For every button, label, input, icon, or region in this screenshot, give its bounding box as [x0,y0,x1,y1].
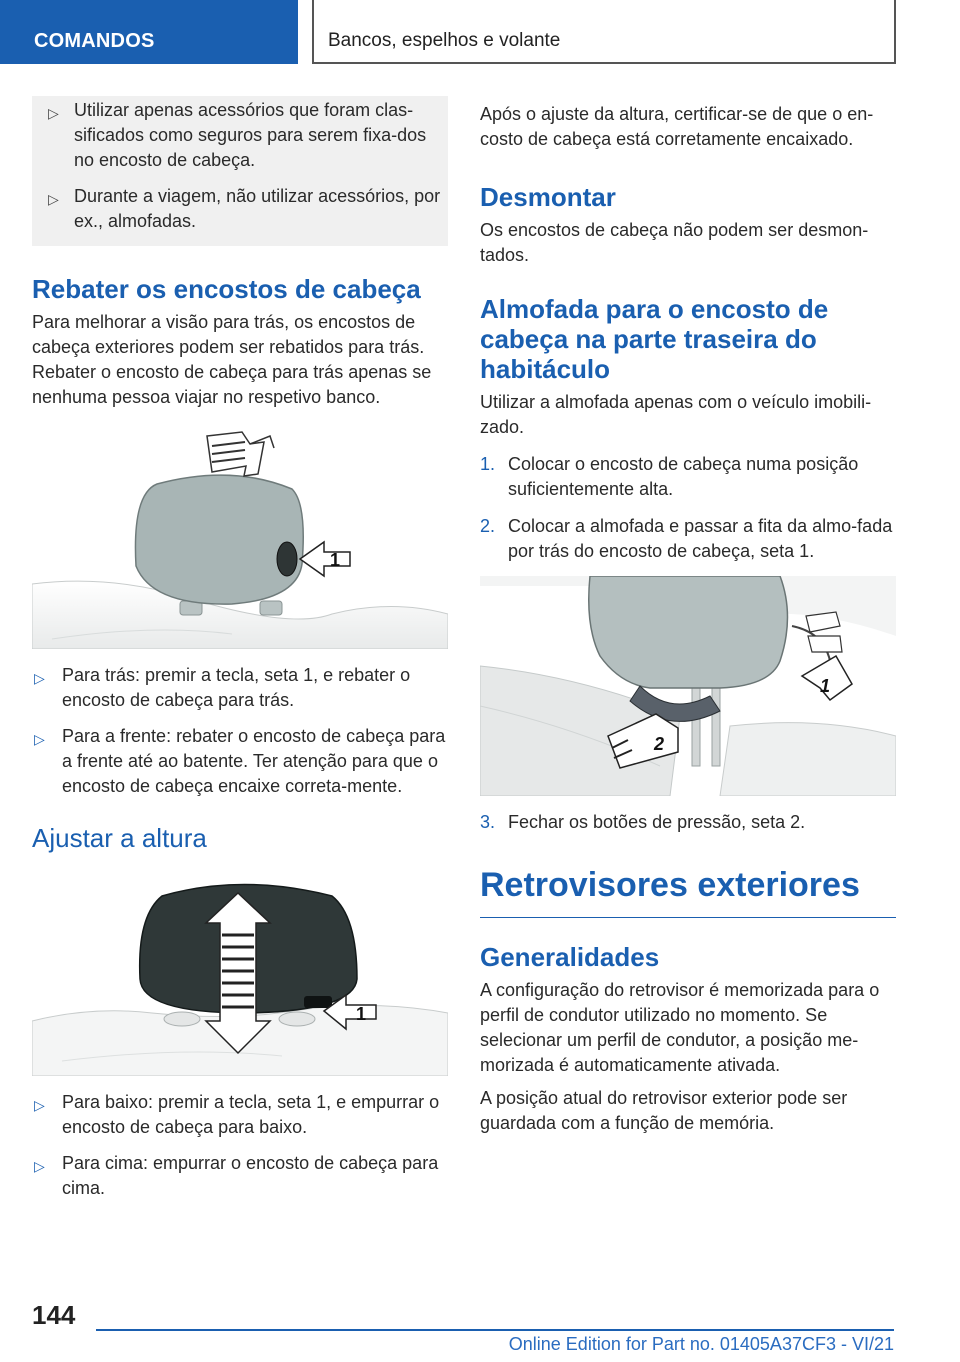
triangle-bullet-icon: ▷ [34,1097,45,1113]
triangle-bullet-icon: ▷ [34,1158,45,1174]
left-column [32,96,448,1212]
height-heading: Ajustar a altura [32,823,207,853]
general-text-2: A posição atual do retrovisor exterior pode ser guardada com a função de memória. [480,1088,848,1133]
headrest-height-illustration [32,871,448,1076]
triangle-bullet-icon: ▷ [34,731,45,747]
triangle-bullet-icon: ▷ [34,670,45,686]
footer-divider [96,1329,894,1331]
fold-heading: Rebater os encostos de cabeça [32,274,421,304]
edition-text: Online Edition for Part no. 01405A37CF3 - VI/21 [508,1334,894,1354]
chapter-title: Bancos, espelhos e volante [312,0,896,64]
bullet-item: ▷ Para a frente: rebater o encosto de cabeça para a frente até ao batente. Ter atenção para que o encosto de cabeça encaixe correta‐mente. [34,726,446,796]
general-text-1: A configuração do retrovisor é memorizada para o perfil de condutor utilizado no momento. Se selecionar um perfil de condutor, a posição me‐morizada é automaticamente ativada. [480,980,880,1075]
caution-notes [32,96,448,246]
arrow-label-1: 1 [820,676,831,696]
section-tab: COMANDOS [0,0,298,64]
arrow-label-1: 1 [330,550,341,570]
headrest-fold-illustration [32,424,448,649]
note-item: ▷ Utilizar apenas acessórios que foram clas‐sificados como seguros para serem fixa‐dos no encosto de cabeça. [48,100,427,170]
arrow-label-2: 2 [654,734,665,754]
right-column [480,96,896,1136]
cushion-heading: Almofada para o encosto de cabeça na parte traseira do habitáculo [480,294,829,384]
step-item: 3. Fechar os botões de pressão, seta 2. [480,810,896,835]
cushion-illustration [480,576,896,796]
remove-text: Os encostos de cabeça não podem ser desmon‐tados. [480,220,869,265]
arrow-label-1: 1 [356,1004,367,1024]
step-number: 1. [480,454,496,474]
mirrors-title: Retrovisores exteriores [480,865,896,918]
height-after-text: Após o ajuste da altura, certificar-se de que o en‐costo de cabeça está corretamente encaixado. [480,104,874,149]
fold-text: Para melhorar a visão para trás, os encostos de cabeça exteriores podem ser rebatidos para trás. Rebater o encosto de cabeça para trás apenas se nenhuma pessoa viajar no respetivo banco. [32,312,432,407]
general-heading: Generalidades [480,942,660,972]
cushion-text: Utilizar a almofada apenas com o veículo imobili‐zado. [480,392,872,437]
triangle-bullet-icon: ▷ [48,105,59,121]
step-item: 1. Colocar o encosto de cabeça numa posição suficientemente alta. [480,454,859,499]
page-number: 144 [32,1300,76,1330]
step-item: 2. Colocar a almofada e passar a fita da almo‐fada por trás do encosto de cabeça, seta 1. [480,516,893,561]
triangle-bullet-icon: ▷ [48,191,59,207]
bullet-item: ▷ Para trás: premir a tecla, seta 1, e rebater o encosto de cabeça para trás. [34,665,411,710]
step-number: 2. [480,516,496,536]
remove-heading: Desmontar [480,182,616,212]
step-number: 3. [480,812,496,832]
note-item: ▷ Durante a viagem, não utilizar acessórios, por ex., almofadas. [48,186,441,231]
bullet-item: ▷ Para baixo: premir a tecla, seta 1, e empurrar o encosto de cabeça para baixo. [34,1092,440,1137]
bullet-item: ▷ Para cima: empurrar o encosto de cabeça para cima. [34,1153,439,1198]
